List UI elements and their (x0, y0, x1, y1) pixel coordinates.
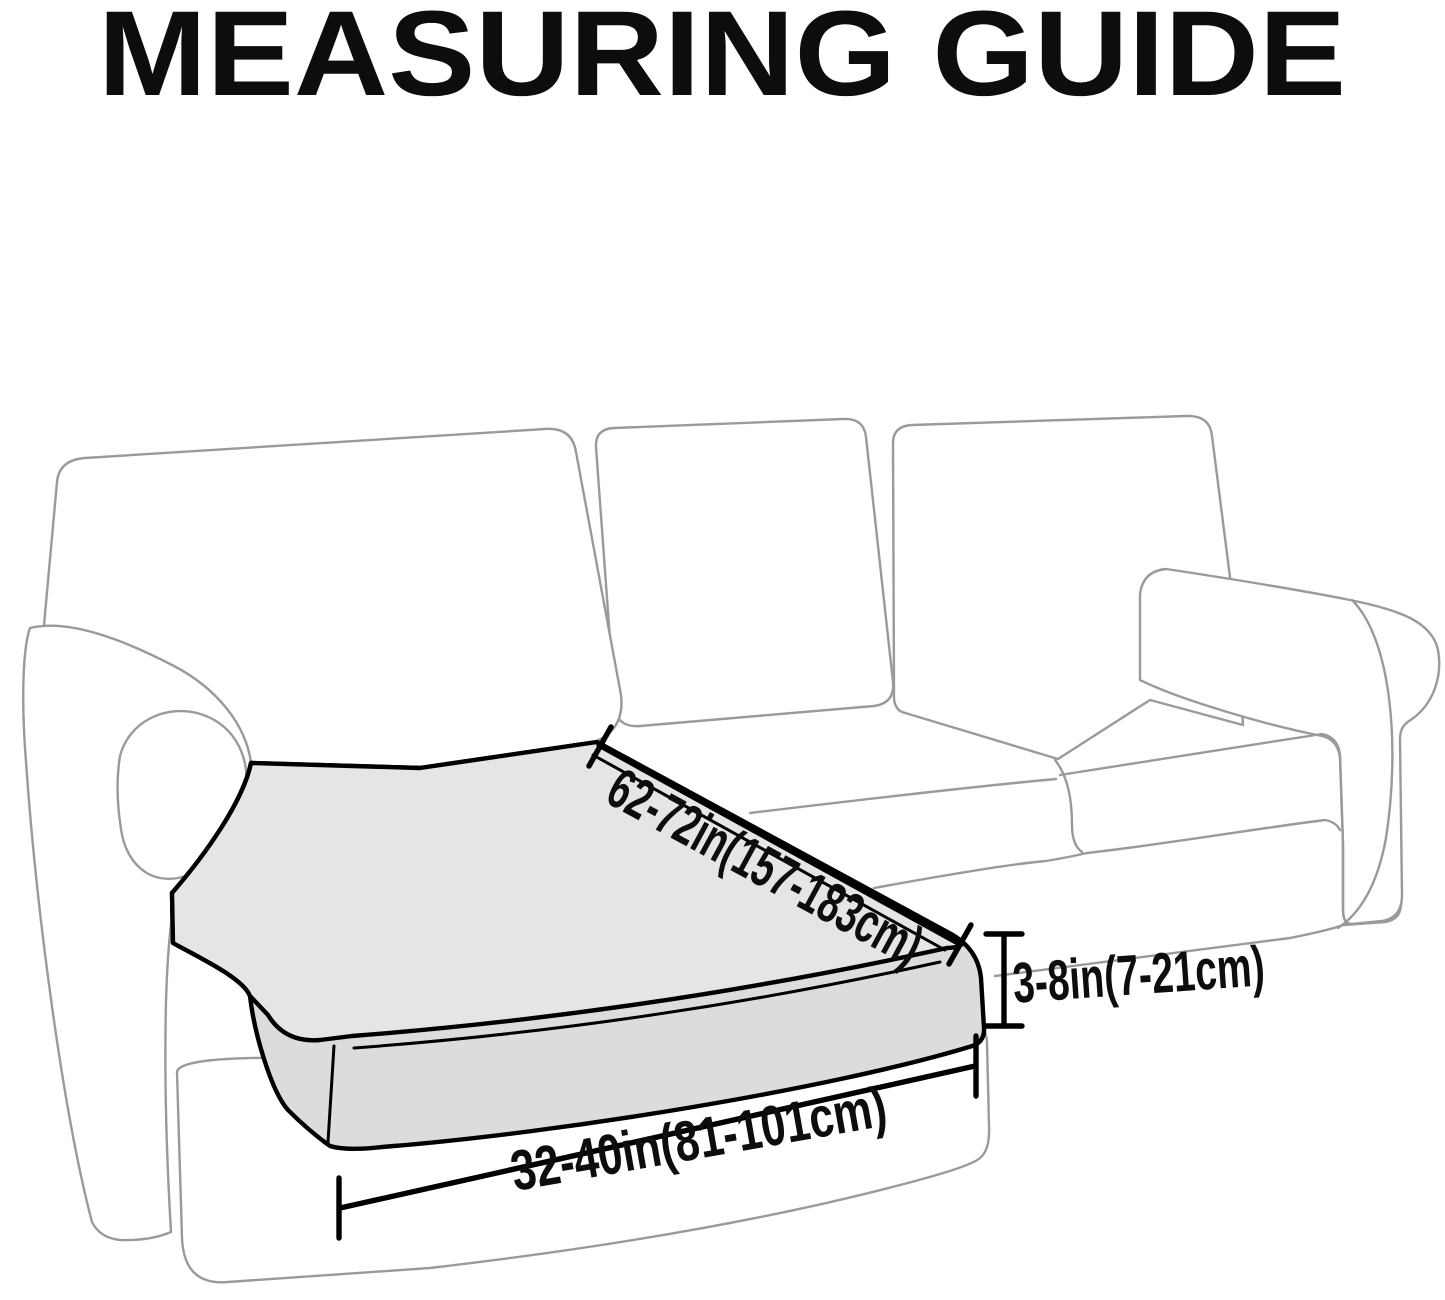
chaise-width-label: 32-40in(81-101cm) (506, 1054, 1004, 1204)
middle-seat-front-edge (750, 779, 1056, 813)
cushion-height-label: 3-8in(7-21cm) (1010, 926, 1382, 1016)
deck-front-edge (874, 820, 1340, 888)
back-cushion-middle (596, 419, 893, 726)
chaise-length-label: 62-72in(157-183cm) (596, 756, 1090, 1064)
right-seat-front-edge (1060, 734, 1343, 843)
right-arm-body (1140, 569, 1439, 924)
sofa-right-arm (1140, 569, 1439, 928)
dimension-cushion-height (986, 926, 1382, 1026)
page-title: MEASURING GUIDE (98, 0, 1346, 121)
